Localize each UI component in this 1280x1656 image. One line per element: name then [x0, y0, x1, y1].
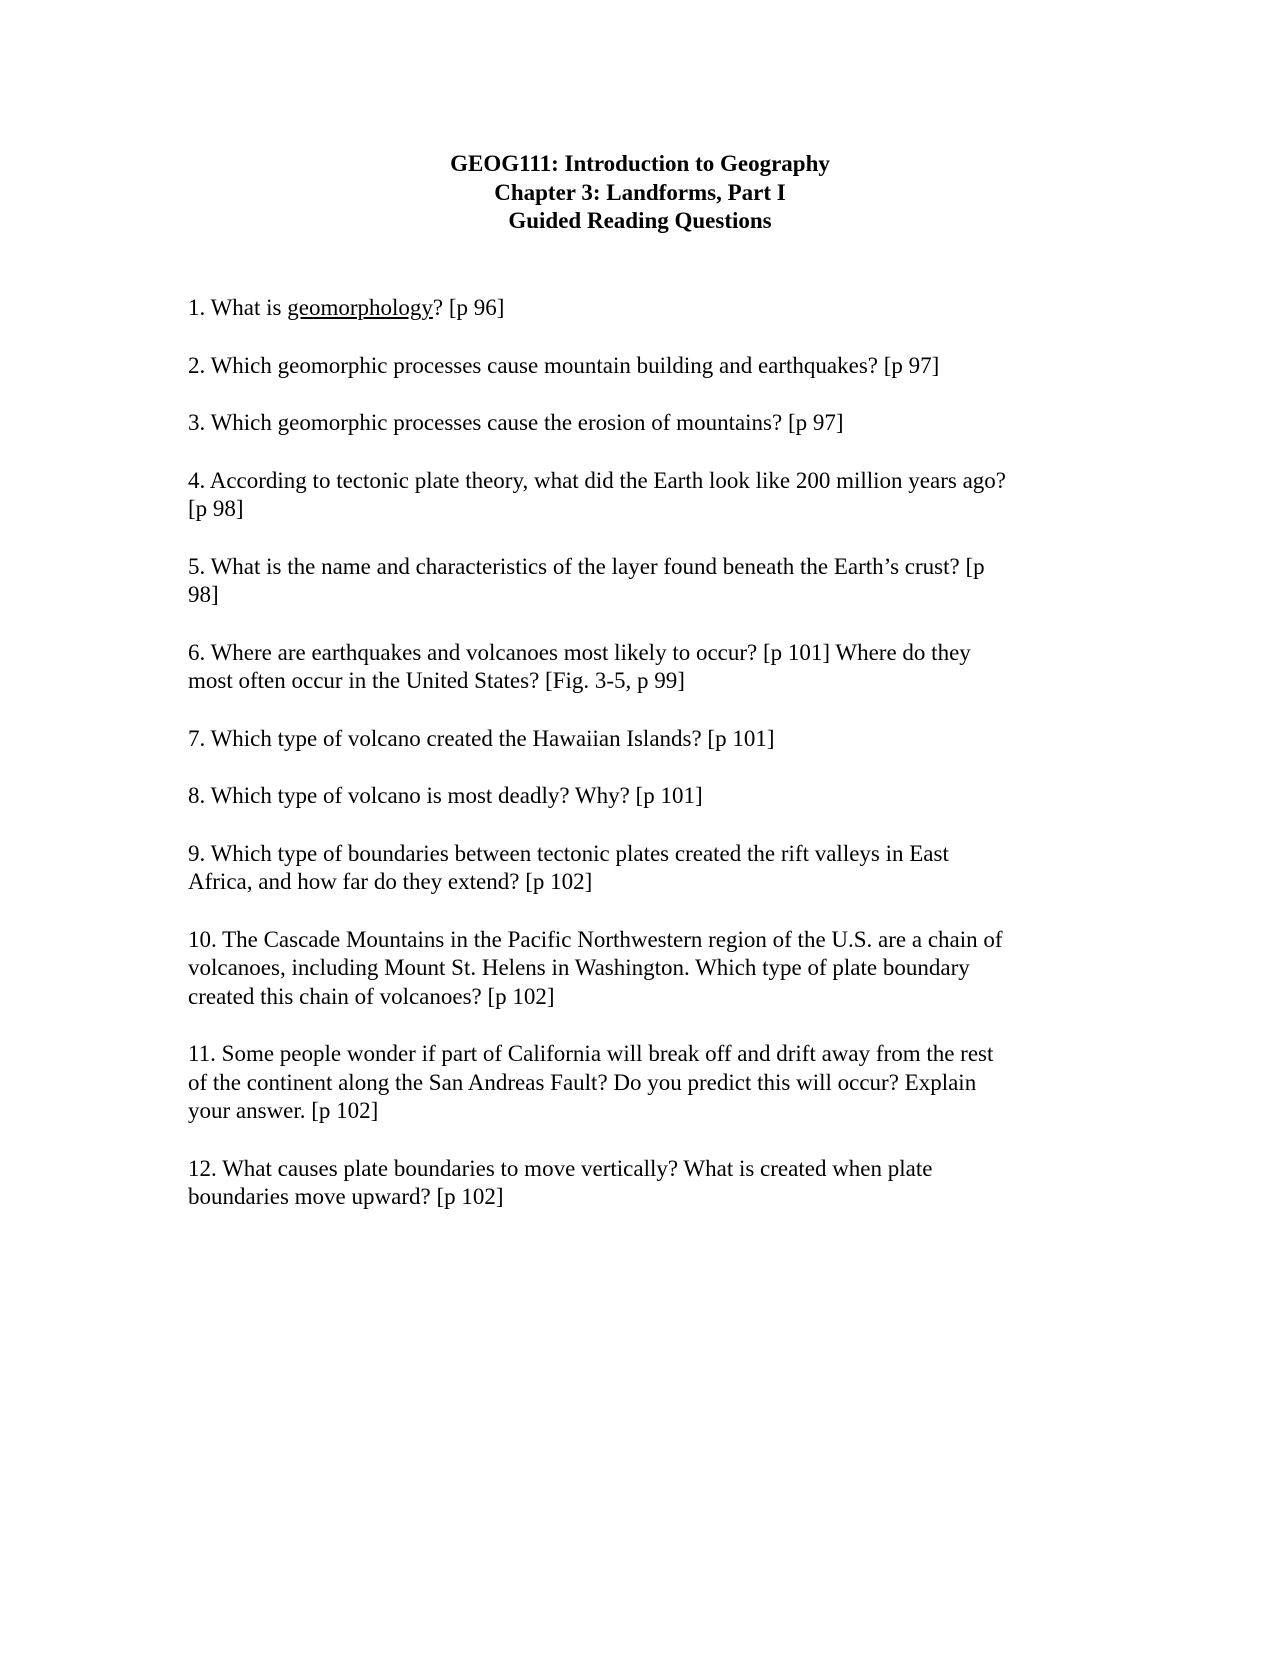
question-9: [188, 840, 1088, 897]
question-text: 1. What is: [188, 295, 288, 320]
question-line: 6. Where are earthquakes and volcanoes most likely to occur? [p 101] Where do they: [188, 639, 971, 665]
question-text: ? [p 96]: [432, 295, 505, 320]
question-3: [188, 409, 1088, 438]
question-line: Africa, and how far do they extend? [p 102]: [188, 869, 593, 894]
question-line: 4. According to tectonic plate theory, what did the Earth look like 200 million years ago?: [188, 467, 1006, 493]
question-line: 10. The Cascade Mountains in the Pacific Northwestern region of the U.S. are a chain of: [188, 926, 1003, 952]
question-6: [188, 639, 1088, 696]
question-line: of the continent along the San Andreas Fault? Do you predict this will occur? Explain: [188, 1069, 977, 1095]
question-8: [188, 782, 1088, 811]
question-1: [188, 294, 1088, 323]
chapter-title: Chapter 3: Landforms, Part I: [494, 179, 786, 205]
question-line: 2. Which geomorphic processes cause mountain building and earthquakes? [p 97]: [188, 352, 940, 378]
question-line: 11. Some people wonder if part of California will break off and drift away from the rest: [188, 1041, 994, 1066]
question-12: [188, 1155, 1088, 1212]
question-line: 3. Which geomorphic processes cause the erosion of mountains? [p 97]: [188, 410, 844, 435]
question-line: 9. Which type of boundaries between tectonic plates created the rift valleys in East: [188, 840, 949, 866]
question-line: 5. What is the name and characteristics of the layer found beneath the Earth’s crust? [p: [188, 553, 985, 579]
question-4: [188, 467, 1088, 524]
question-line: created this chain of volcanoes? [p 102]: [188, 983, 555, 1009]
question-line: 12. What causes plate boundaries to move vertically? What is created when plate: [188, 1155, 933, 1181]
question-2: [188, 352, 1088, 381]
question-line: [p 98]: [188, 496, 244, 521]
question-line: 98]: [188, 582, 219, 607]
question-line: boundaries move upward? [p 102]: [188, 1184, 504, 1209]
question-line: 8. Which type of volcano is most deadly? Why? [p 101]: [188, 783, 703, 808]
question-line: 7. Which type of volcano created the Hawaiian Islands? [p 101]: [188, 725, 775, 751]
document-subtitle: Guided Reading Questions: [508, 208, 772, 233]
question-11: [188, 1040, 1088, 1126]
course-title: GEOG111: Introduction to Geography: [450, 151, 830, 176]
question-line: your answer. [p 102]: [188, 1098, 379, 1123]
question-list: [188, 294, 1088, 1241]
question-5: [188, 553, 1088, 610]
question-7: [188, 725, 1088, 754]
document-header: [0, 150, 1280, 236]
question-10: [188, 926, 1088, 1012]
question-line: volcanoes, including Mount St. Helens in Washington. Which type of plate boundary: [188, 955, 970, 980]
underlined-term: geomorphology: [287, 295, 433, 320]
question-line: most often occur in the United States? [Fig. 3-5, p 99]: [188, 668, 685, 693]
